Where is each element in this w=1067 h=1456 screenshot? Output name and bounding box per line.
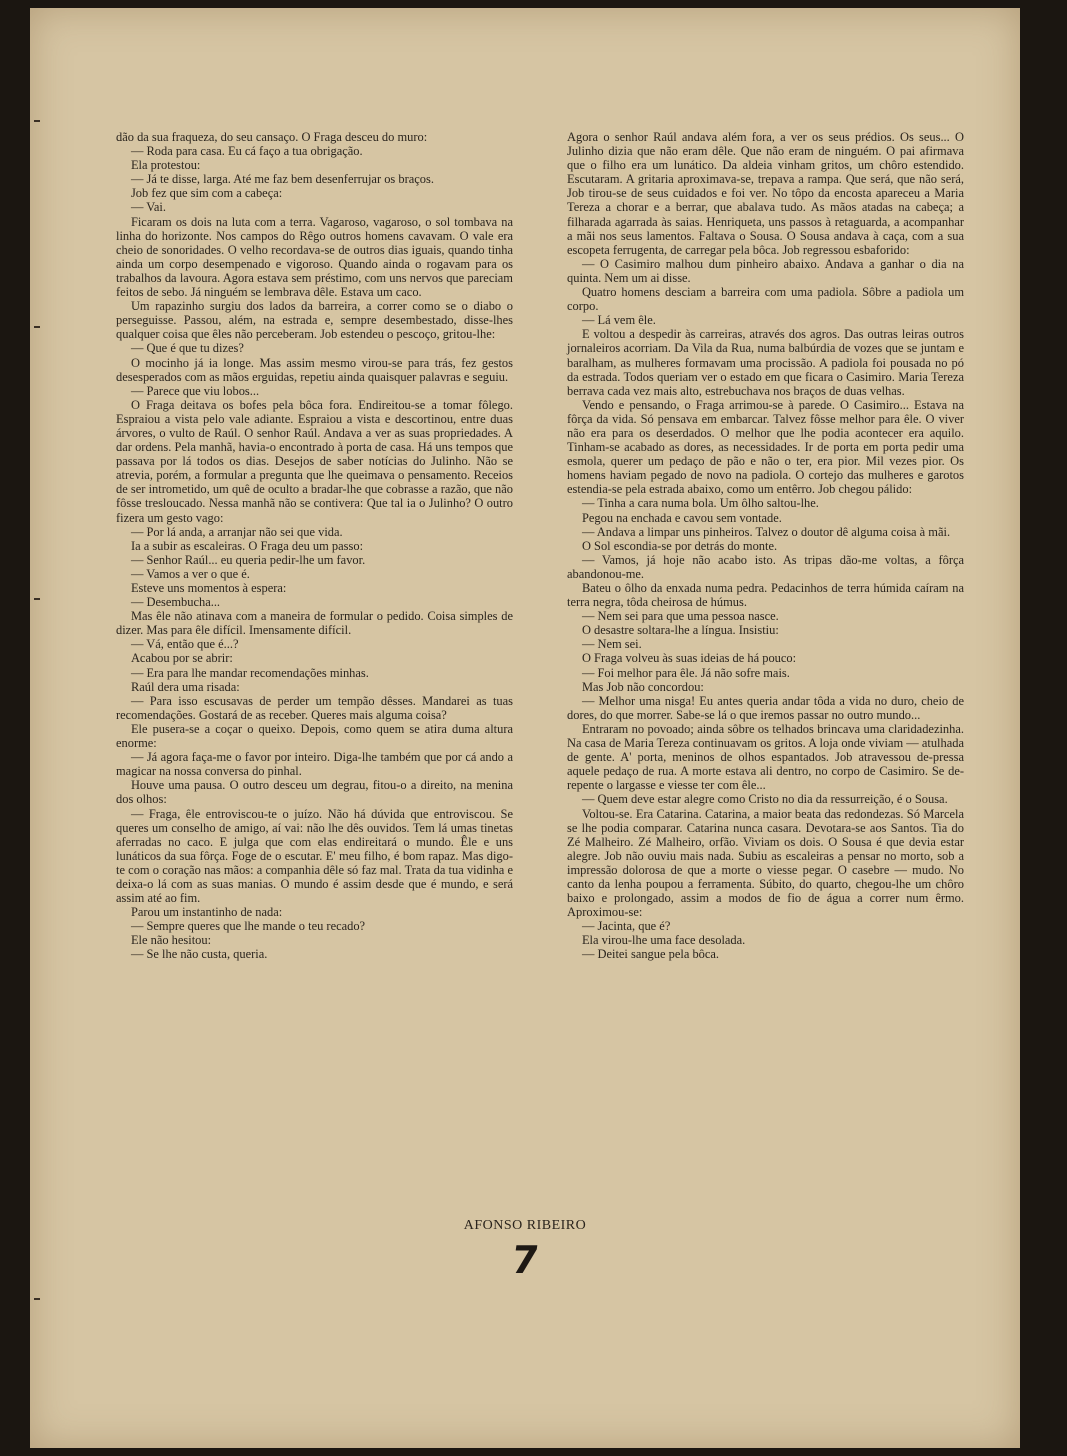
paragraph: Voltou-se. Era Catarina. Catarina, a maior beata das redondezas. Só Marcela se lhe podia comparar. Catarina nunca casara. Devotara-se aos Santos. Tia do Zé Malheiro. Zé Malheiro, orfão. Viviam os dois. O Sousa é que devia estar alegre. Job não ouviu mais nada. Subiu as escaleiras a pensar no morto, sob a impressão dolorosa de que a morte o viesse pegar. O casebre — mudo. No canto da lenha poupou a ferramenta. Súbito, do quarto, chegou-lhe um chôro baixo e prolongado, assim a modos de fio de água a correr num êrmo. Aproximou-se: [567,806,964,920]
paragraph: — Já te disse, larga. Até me faz bem desenferrujar os braços. [130,172,434,187]
paragraph: Pegou na enchada e cavou sem vontade. [581,510,782,525]
paragraph: — Tinha a cara numa bola. Um ôlho saltou-lhe. [581,496,819,511]
paragraph: — Vá, então que é...? [130,637,239,652]
author-signature: AFONSO RIBEIRO [463,1218,587,1233]
paragraph: Parou um instantinho de nada: [130,905,283,920]
paragraph: — Por lá anda, a arranjar não sei que vida. [130,524,343,539]
paragraph: E voltou a despedir às carreiras, através dos agros. Das outras leiras outros jornaleiros acorriam. Da Vila da Rua, numa balbúrdia de vozes que se juntam e baralham, as mulheres formavam uma procissão. A padiola foi pousada no pó da estrada. Todos queriam ver o estado em que ficara o Casimiro. Maria Tereza berrava cada vez mais alto, estrebuchava nos braços de duas velhas. [567,327,964,398]
paragraph: — Desembucha... [130,595,221,610]
paragraph: Esteve uns momentos à espera: [130,581,287,595]
paragraph: — Andava a limpar uns pinheiros. Talvez o doutor dê alguma coisa à mãi. [581,524,951,539]
paragraph: — Fraga, êle entroviscou-te o juízo. Não há dúvida que entroviscou. Se queres um conselho de amigo, aí vai: não lhe dês ouvidos. Tem lá umas tinetas aferradas no caco. E julga que com elas endireitará o mundo. Êle e uns lunáticos da sua fôrça. Foge de o escutar. E' meu filho, é bom rapaz. Mas digo-te com o coração nas mãos: a companhia dêle só faz mal. Trata da tua vidinha e deixa-o lá com as suas manias. O mundo é assim desde que é mundo, e será assim até ao fim. [116,806,513,906]
paragraph: — Roda para casa. Eu cá faço a tua obrigação. [130,144,363,159]
paragraph: O Fraga deitava os bofes pela bôca fora. Endireitou-se a tomar fôlego. Espraiou a vista pelo vale adiante. Espraiou a vista e descortinou, entre duas árvores, o vulto de Raúl. O senhor Raúl. Andava a ver as suas propriedades. A dar ordens. Pela manhã, havia-o encontrado à porta de casa. Há uns tempos que passava por lá todos os dias. Desejos de saber notícias do Julinho. Não se atrevia, porém, a formular a pregunta que lhe queimava o pensamento. Receios de ser intrometido, um quê de oculto a bradar-lhe que cobrasse a razão, que não fôsse tresloucado. Nessa manhã não se contivera: Que tal ia o Julinho? O outro fizera um gesto vago: [116,397,513,525]
paragraph: — Nem sei. [581,637,642,652]
paragraph: — Que é que tu dizes? [130,341,244,356]
paragraph: Ela protestou: [130,158,201,173]
paragraph: Ele não hesitou: [130,933,212,948]
paragraph: — Se lhe não custa, queria. [130,947,268,962]
paragraph: Um rapazinho surgiu dos lados da barreira, a correr como se o diabo o perseguisse. Passou, além, na estrada e, sempre desembestado, disse-lhes qualquer coisa que êles não perceberam. Job estendeu o pescoço, gritou-lhe: [116,299,513,342]
paragraph: Job fez que sim com a cabeça: [130,186,283,201]
paragraph: O Fraga volveu às suas ideias de há pouco: [581,651,797,666]
paragraph: Raúl dera uma risada: [130,679,240,694]
paragraph: Ela virou-lhe uma face desolada. [581,933,746,948]
paragraph: — Para isso escusavas de perder um tempão dêsses. Mandarei as tuas recomendações. Gostará de as receber. Queres mais alguma coisa? [116,693,513,722]
paragraph: Mas Job não concordou: [581,679,704,694]
page-number: 7 [508,1238,542,1282]
paragraph: Ele pusera-se a coçar o queixo. Depois, como quem se atira duma altura enorme: [116,721,513,751]
paragraph: O Sol escondia-se por detrás do monte. [581,538,778,553]
paragraph: Mas êle não atinava com a maneira de formular o pedido. Coisa simples de dizer. Mas para êle difícil. Imensamente difícil. [116,609,513,638]
paragraph: — Deitei sangue pela bôca. [581,947,720,962]
paragraph: — Sempre queres que lhe mande o teu recado? [130,919,366,934]
text-column-left [116,130,513,962]
paragraph: Vendo e pensando, o Fraga arrimou-se à parede. O Casimiro... Estava na fôrça da vida. Só pensava em embarcar. Talvez fôsse melhor para êle. O viver não era para os deserdados. O melhor que lhe podia acontecer era aquilo. Tinham-se acabado as dores, as necessidades. Ir de porta em porta pedir uma esmola, querer um pedaço de pão e não o ter, era pior. Mil vezes pior. Os homens haviam pegado de novo na padiola. O cortejo das mulheres e garotos estendia-se pela estrada abaixo, como um entêrro. Job chegou pálido: [567,397,964,497]
text-column-right [567,130,964,962]
paragraph: — Parece que viu lobos... [130,383,260,398]
paragraph: dão da sua fraqueza, do seu cansaço. O Fraga desceu do muro: [116,130,428,144]
paragraph: Ia a subir as escaleiras. O Fraga deu um passo: [130,538,364,553]
paragraph: — Era para lhe mandar recomendações minhas. [130,665,369,680]
paragraph: — Já agora faça-me o favor por inteiro. Diga-lhe também que por cá ando a magicar na nossa conversa do pinhal. [116,750,513,779]
paragraph: — Quem deve estar alegre como Cristo no dia da ressurreição, é o Sousa. [581,792,948,807]
paragraph: — O Casimiro malhou dum pinheiro abaixo. Andava a ganhar o dia na quinta. Nem um ai disse. [567,256,964,285]
paragraph: Houve uma pausa. O outro desceu um degrau, fitou-o a direito, na menina dos olhos: [116,778,513,807]
paragraph: — Foi melhor para êle. Já não sofre mais. [581,665,790,680]
paragraph: Agora o senhor Raúl andava além fora, a ver os seus prédios. Os seus... O Julinho dizia que não eram dêle. Que não eram de ninguém. O pai afirmava que o filho era um lunático. Da aldeia vinham gritos, um chôro estendido. Escutaram. A gritaria aproximava-se, trepava a rampa. Que será, que não será, Job tirou-se de seus cuidados e foi ver. No tôpo da encosta apareceu a Maria Tereza a chorar e a berrar, que abalava tudo. As mãos atadas na cabeça; a filharada agarrada às saias. Henriqueta, uns passos à retaguarda, a acompanhar a mãi nos seus lamentos. Faltava o Sousa. O Sousa andava à caça, com a sua escopeta ferrugenta, de carregar pela bôca. Job regressou esbaforido: [567,130,964,257]
paragraph: — Vamos, já hoje não acabo isto. As tripas dão-me voltas, a fôrça abandonou-me. [567,552,964,581]
magazine-page [30,8,1020,1448]
paragraph: O mocinho já ia longe. Mas assim mesmo virou-se para trás, fez gestos desesperados com as mãos erguidas, repetiu ainda quaisquer palavras e seguiu. [116,355,513,384]
paragraph: Acabou por se abrir: [130,651,233,666]
paragraph: — Vai. [130,200,166,215]
paragraph: Entraram no povoado; ainda sôbre os telhados brincava uma claridadezinha. Na casa de Maria Tereza continuavam os gritos. A loja onde viviam — atulhada de gente. A' porta, meninos de olhos espantados. Job atravessou de-pressa aquele pedaço de rua. A morte estava ali dentro, no corpo de Casimiro. Se de-repente o largasse e viesse ter com êle... [567,721,964,793]
paragraph: Ficaram os dois na luta com a terra. Vagaroso, vagaroso, o sol tombava na linha do horizonte. Nos campos do Rêgo outros homens cavavam. O vale era cheio de sonoridades. O velho recordava-se de outros dias iguais, quando tinha ainda um corpo desempenado e vigoroso. Quando ainda o rogavam para os trabalhos da lavoura. Agora estava sem préstimo, com uns nervos que pareciam feitos de sebo. Já ninguém se lembrava dêle. Estava um caco. [116,214,513,300]
paragraph: — Jacinta, que é? [581,919,671,934]
paragraph: — Melhor uma nisga! Eu antes queria andar tôda a vida no duro, cheio de dores, do que morrer. Sabe-se lá o que iremos passar no outro mundo... [567,693,964,722]
paragraph: — Nem sei para que uma pessoa nasce. [581,609,779,624]
paragraph: — Vamos a ver o que é. [130,566,250,581]
paragraph: — Senhor Raúl... eu queria pedir-lhe um favor. [130,552,366,567]
paragraph: O desastre soltara-lhe a língua. Insistiu: [581,623,779,638]
paragraph: — Lá vem êle. [581,313,656,328]
paragraph: Bateu o ôlho da enxada numa pedra. Pedacinhos de terra húmida caíram na terra negra, tôda cheirosa de húmus. [567,581,964,610]
paragraph: Quatro homens desciam a barreira com uma padiola. Sôbre a padiola um corpo. [567,285,964,314]
